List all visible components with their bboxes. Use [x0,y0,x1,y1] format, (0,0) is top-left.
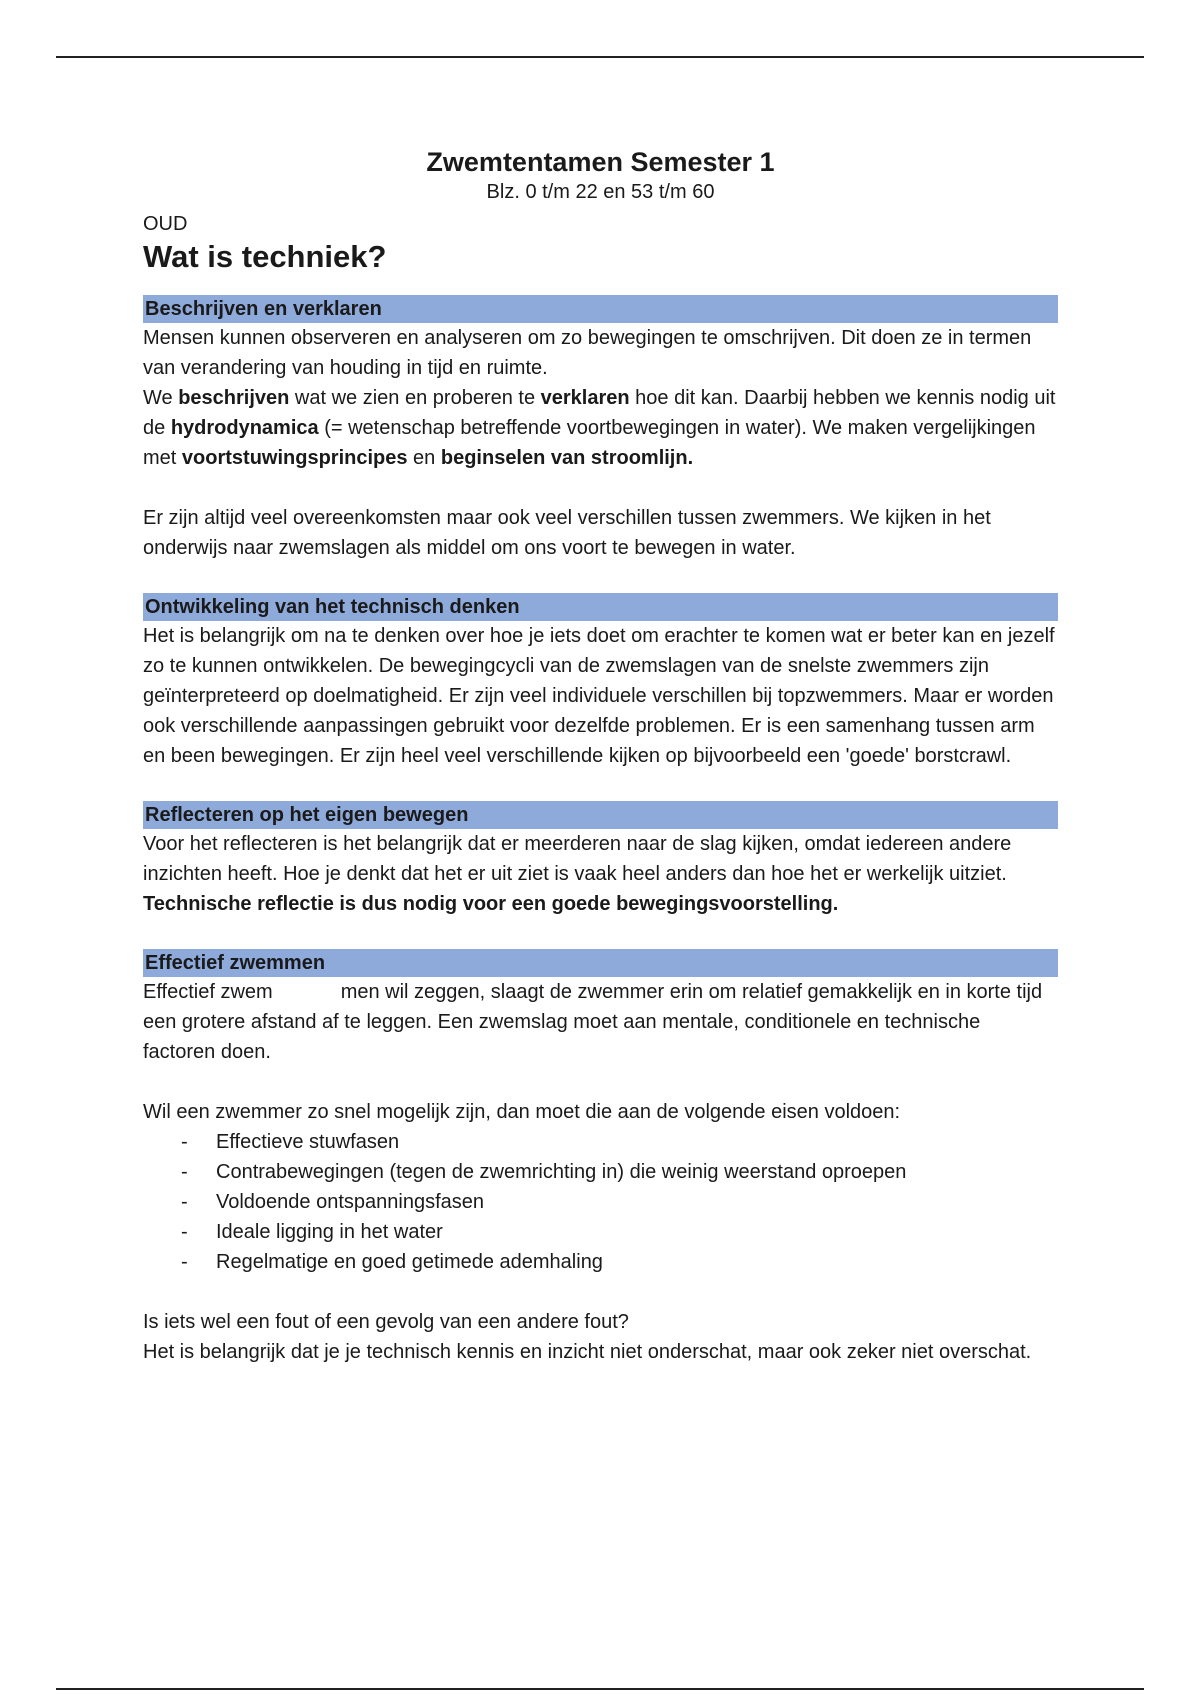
paragraph: Wil een zwemmer zo snel mogelijk zijn, dan moet die aan de volgende eisen voldoen: [143,1101,901,1123]
section-heading-beschrijven: Beschrijven en verklaren [143,295,1058,323]
section-heading-effectief: Effectief zwemmen [143,949,1058,977]
paragraph: Het is belangrijk om na te denken over hoe je iets doet om erachter te komen wat er beter kan en jezelf zo te kunnen ontwikkelen. De bewegingcycli van de zwemslagen van de snelste zwemmers zijn geïnterpreteerd op doelmatigheid. Er zijn veel individuele verschillen bij topzwemmers. Maar er worden ook verschillende aanpassingen gebruikt voor dezelfde problemen. Er is een samenhang tussen arm en been bewegingen. Er zijn heel veel verschillende kijken op bijvoorbeeld een 'goede' borstcrawl. [143,625,1055,767]
paragraph: Er zijn altijd veel overeenkomsten maar ook veel verschillen tussen zwemmers. We kijken in het onderwijs naar zwemslagen als middel om ons voort te bewegen in water. [143,507,991,559]
paragraph: Mensen kunnen observeren en analyseren om zo bewegingen te omschrijven. Dit doen ze in termen van verandering van houding in tijd en ruimte. [143,327,1032,379]
label-oud: OUD [143,213,188,235]
list-item: - Ideale ligging in het water [143,1217,1058,1247]
document-body [143,145,1058,1367]
paragraph: Het is belangrijk dat je je technisch kennis en inzicht niet onderschat, maar ook zeker niet overschat. [143,1341,1032,1363]
list-item: - Regelmatige en goed getimede ademhaling [143,1247,1058,1277]
page-range: Blz. 0 t/m 22 en 53 t/m 60 [486,181,715,203]
paragraph: Effectief zwem men wil zeggen, slaagt de zwemmer erin om relatief gemakkelijk en in korte tijd een grotere afstand af te leggen. Een zwemslag moet aan mentale, conditionele en technische factoren doen. [143,981,1043,1063]
list-item: - Effectieve stuwfasen [143,1127,1058,1157]
paragraph: Voor het reflecteren is het belangrijk dat er meerderen naar de slag kijken, omdat iedereen andere inzichten heeft. Hoe je denkt dat het er uit ziet is vaak heel anders dan hoe het er werkelijk uitziet. Technische reflectie is dus nodig voor een goede bewegingsvoorstelling. [143,833,1012,915]
top-rule [56,56,1144,58]
paragraph: We beschrijven wat we zien en proberen te verklaren hoe dit kan. Daarbij hebben we kennis nodig uit de hydrodynamica (= wetenschap betreffende voortbewegingen in water). We maken vergelijkingen met voortstuwingsprincipes en beginselen van stroomlijn. [143,387,1056,469]
list-item: - Contrabewegingen (tegen de zwemrichting in) die weinig weerstand oproepen [143,1157,1058,1187]
main-heading: Wat is techniek? [143,239,387,274]
paragraph: Is iets wel een fout of een gevolg van een andere fout? [143,1311,629,1333]
bottom-rule [56,1688,1144,1690]
requirements-list [143,1127,1058,1277]
document-title: Zwemtentamen Semester 1 [426,147,775,177]
section-heading-reflecteren: Reflecteren op het eigen bewegen [143,801,1058,829]
section-heading-ontwikkeling: Ontwikkeling van het technisch denken [143,593,1058,621]
list-item: - Voldoende ontspanningsfasen [143,1187,1058,1217]
